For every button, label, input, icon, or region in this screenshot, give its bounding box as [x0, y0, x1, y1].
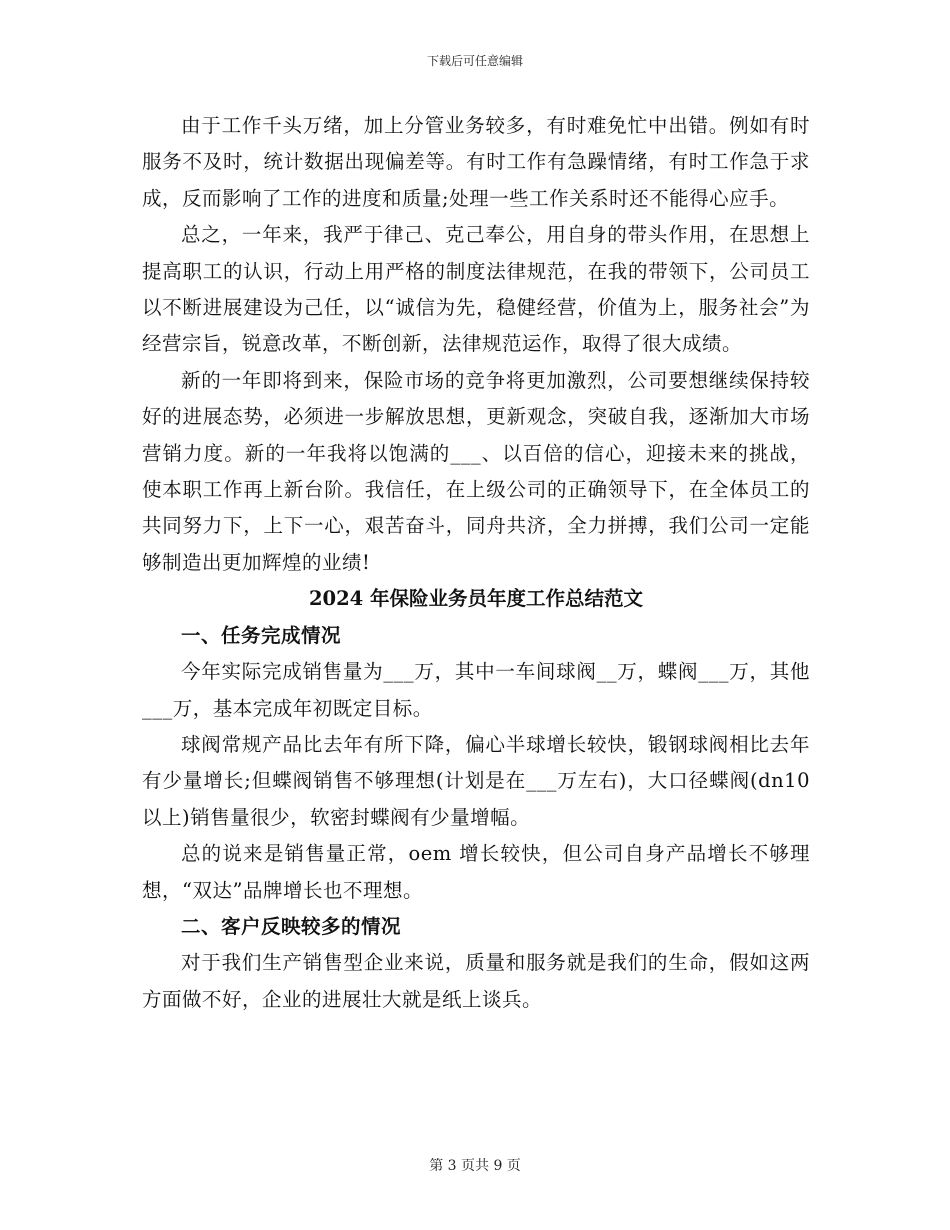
section-heading: 一、任务完成情况 — [181, 623, 342, 647]
document-title: 2024 年保险业务员年度工作总结范文 — [308, 587, 644, 611]
paragraph: 新的一年即将到来，保险市场的竞争将更加激烈，公司要想继续保持较好的进展态势，必须进一步解放思想，更新观念，突破自我，逐渐加大市场营销力度。新的一年我将以饱满的___、以百倍的信心，迎接未来的挑战，使本职工作再上新台阶。我信任，在上级公司的正确领导下，在全体员工的共同努力下，上下一心，艰苦奋斗，同舟共济，全力拼搏，我们公司一定能够制造出更加辉煌的业绩! — [142, 368, 810, 574]
section-heading: 二、客户反映较多的情况 — [181, 914, 402, 938]
paragraph: 由于工作千头万绪，加上分管业务较多，有时难免忙中出错。例如有时服务不及时，统计数据出现偏差等。有时工作有急躁情绪，有时工作急于求成，反而影响了工作的进度和质量;处理一些工作关系时还不能得心应手。 — [142, 114, 810, 210]
paragraph: 今年实际完成销售量为___万，其中一车间球阀__万，蝶阀___万，其他___万，基本完成年初既定目标。 — [142, 660, 810, 720]
paragraph: 总之，一年来，我严于律己、克己奉公，用自身的带头作用，在思想上提高职工的认识，行动上用严格的制度法律规范，在我的带领下，公司员工以不断进展建设为己任，以“诚信为先，稳健经营，价值为上，服务社会”为经营宗旨，锐意改革，不断创新，法律规范运作，取得了很大成绩。 — [142, 223, 810, 356]
document-body — [142, 108, 810, 1018]
paragraph: 对于我们生产销售型企业来说，质量和服务就是我们的生命，假如这两方面做不好，企业的进展壮大就是纸上谈兵。 — [142, 951, 810, 1011]
paragraph: 总的说来是销售量正常，oem 增长较快，但公司自身产品增长不够理想，“双达”品牌增长也不理想。 — [142, 842, 810, 902]
page-footer: 第 3 页共 9 页 — [429, 1158, 521, 1174]
paragraph: 球阀常规产品比去年有所下降，偏心半球增长较快，锻钢球阀相比去年有少量增长;但蝶阀销售不够理想(计划是在___万左右)，大口径蝶阀(dn10 以上)销售量很少，软密封蝶阀有少量增幅。 — [142, 732, 810, 829]
page-header: 下载后可任意编辑 — [426, 54, 523, 68]
